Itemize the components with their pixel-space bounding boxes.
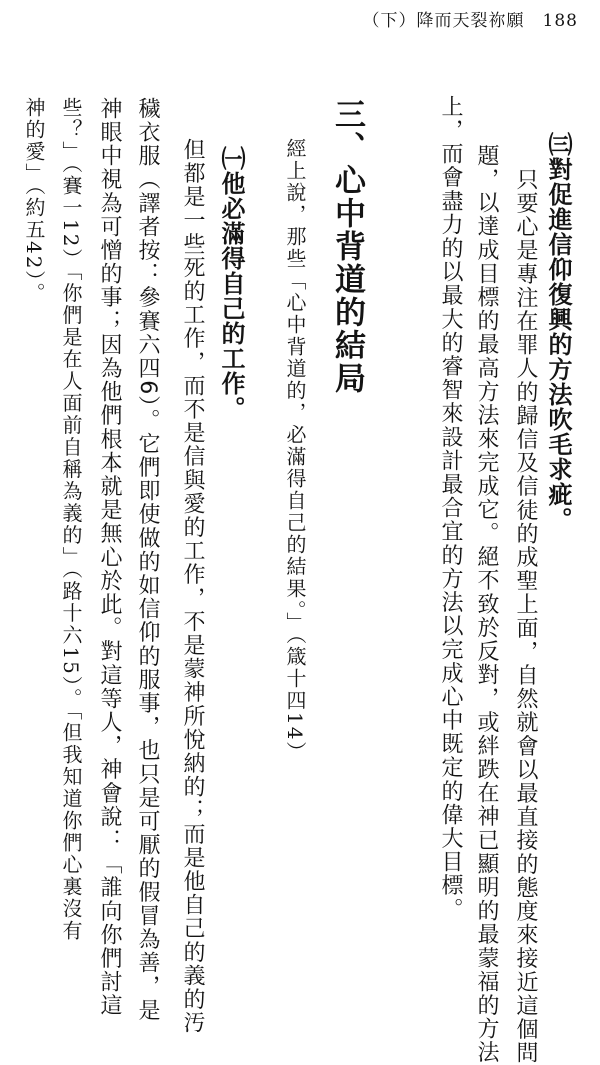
paragraph-line: 只要心是專注在罪人的歸信及信徒的成聖上面，自然就會以最直接的態度來接近這個問: [513, 168, 538, 1065]
chapter-title: （下）降而天裂祢願: [362, 11, 525, 31]
paragraph-line: 穢衣服（譯者按：參賽六四6）。它們即使做的如信仰的服事，也只是可厭的假冒為善，是: [135, 97, 160, 1022]
scripture-quote: 經上說，那些「心中背道的，必滿得自己的結果。」（箴十四14）: [283, 138, 307, 764]
subheading-3: ㈢對促進信仰復興的方法吹毛求疵。: [544, 132, 572, 532]
paragraph-line: 神的愛」（約五42）。: [22, 97, 46, 305]
subheading-1: ㈠他必滿得自己的工作。: [217, 146, 245, 421]
paragraph-line: 上，而會盡力的以最大的睿智來設計最合宜的方法以完成心中既定的偉大目標。: [438, 95, 463, 921]
running-header: [363, 6, 578, 31]
paragraph-line: 神眼中視為可憎的事；因為他們根本就是無心於此。對這等人，神會說：「誰向你們討這: [97, 97, 122, 1018]
paragraph-line: 但都是一些死的工作，而不是信與愛的工作，不是蒙神所悅納的；而是他自己的義的汚: [180, 138, 205, 1035]
section-title: 三、心中背道的結局: [329, 98, 365, 395]
paragraph-line: 些？」（賽一12）「你們是在人面前自稱為義的」（路十六15）。「但我知道你們心裏沒有: [59, 97, 83, 942]
paragraph-line: 題，以達成目標的最高方法來完成它。絕不致於反對，或絆跌在神已顯明的最蒙福的方法: [474, 144, 499, 1065]
page-number: 188: [542, 11, 578, 31]
